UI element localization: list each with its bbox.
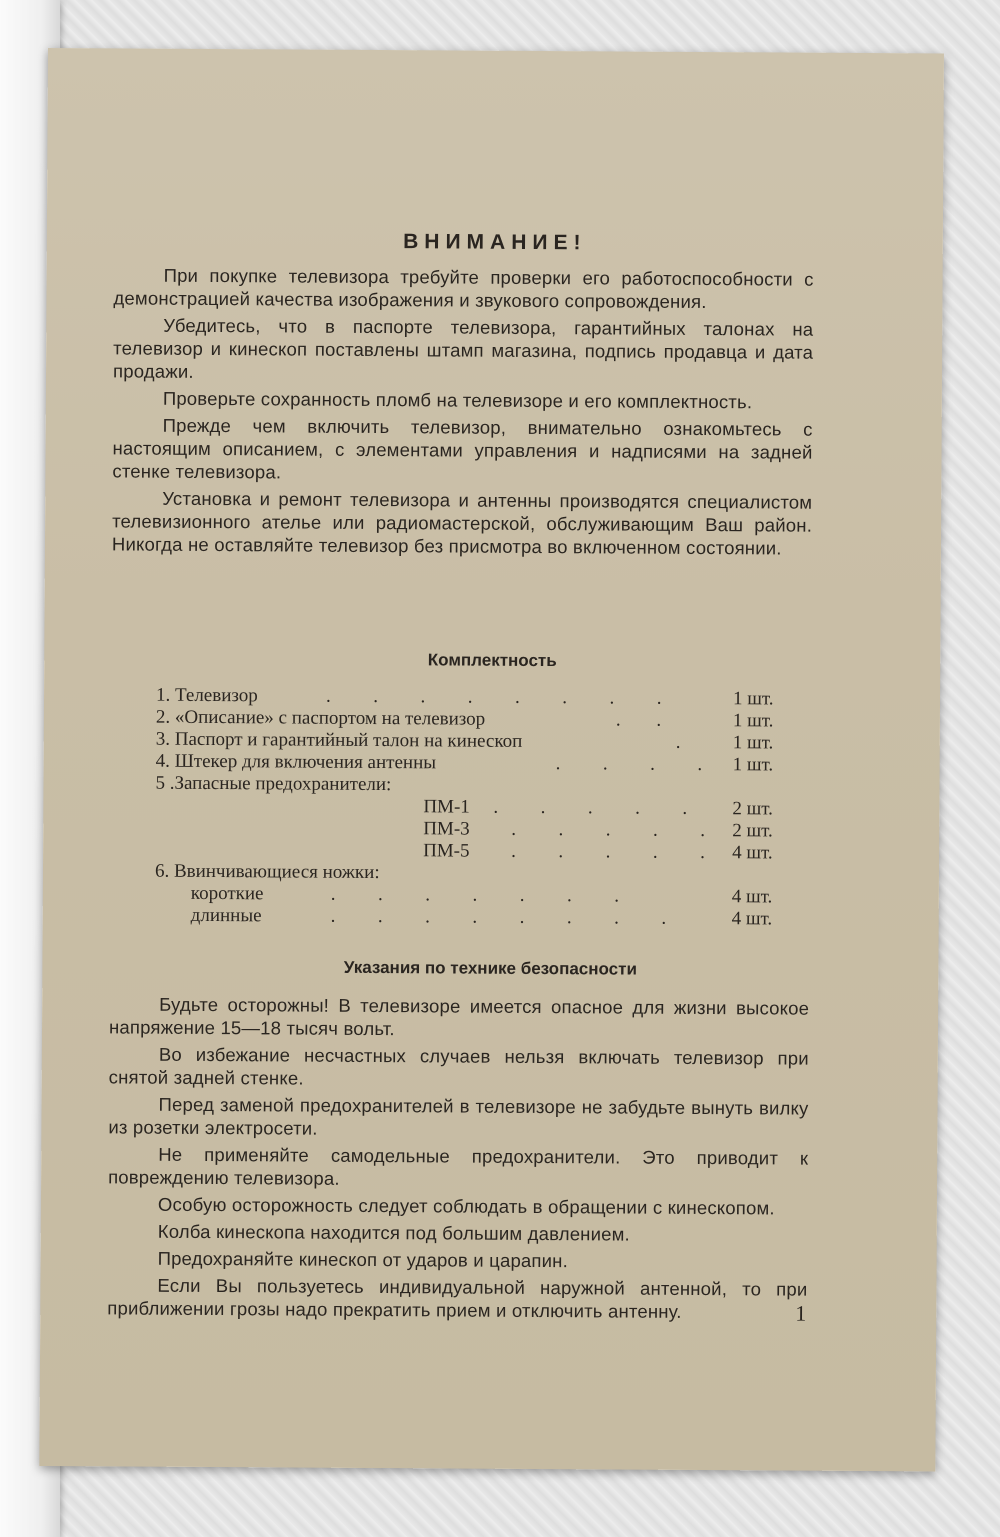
kit-item-label: короткие [190, 882, 264, 905]
document-page [39, 48, 944, 1471]
kit-item-label: ПМ-1 [423, 796, 470, 818]
leader-dots: . . . . . [511, 840, 707, 864]
leader-dots: . . . . . . . [330, 883, 622, 907]
attention-paragraph: Убедитесь, что в паспорте телевизора, гарантийных талонах на телевизор и кинескоп поставлены штамп магазина, подпись продавца и дата продажи. [112, 314, 814, 382]
safety-paragraph: Если Вы пользуетесь индивидуальной наружной антенной, то при приближении грозы надо прекратить прием и отключить антенну. [107, 1274, 808, 1322]
safety-heading: Указания по технике безопасности [343, 957, 638, 979]
attention-paragraph: При покупке телевизора требуйте проверки его работоспособности с демонстрацией качества изображения и звукового сопровождения. [113, 264, 814, 313]
kit-item-label: 2. «Описание» с паспортом на телевизор [155, 706, 486, 730]
safety-section [107, 992, 809, 1327]
kit-item-label: 5 .Запасные предохранители: [155, 772, 392, 796]
kit-item-qty: 1 шт. [732, 688, 774, 710]
leader-dots: . [675, 731, 683, 753]
safety-paragraph: Перед заменой предохранителей в телевизоре не забудьте вынуть вилку из розетки электросети. [108, 1093, 809, 1139]
safety-paragraph: Будьте осторожны! В телевизоре имеется опасное для жизни высокое напряжение 15—18 тысяч вольт. [108, 993, 810, 1040]
kit-item-qty: 4 шт. [732, 842, 773, 864]
safety-paragraph: Предохраняйте кинескоп от ударов и царапин. [157, 1247, 569, 1272]
attention-section [112, 263, 814, 563]
kit-item-qty: 2 шт. [732, 798, 773, 820]
leader-dots: . . . . . [493, 796, 690, 819]
kit-item-qty: 4 шт. [731, 908, 773, 930]
leader-dots: . . . . . . . . [330, 905, 669, 929]
kit-item-label: ПМ-3 [423, 818, 470, 840]
leader-dots: . . . . . . . . [325, 685, 664, 709]
kit-item-qty: 1 шт. [732, 710, 774, 732]
safety-paragraph: Во избежание несчастных случаев нельзя включать телевизор при снятой задней стенке. [108, 1043, 809, 1089]
attention-paragraph: Установка и ремонт телевизора и антенны производятся специалистом телевизионного ателье или радиомастерской, обслуживающим Ваш район. Никогда не оставляйте телевизор без присмотра во включенном состоянии. [111, 487, 813, 559]
kit-item-label: длинные [190, 904, 262, 927]
kit-item-label: 1. Телевизор [155, 684, 258, 707]
kit-item-qty: 1 шт. [732, 754, 774, 776]
kit-item-label: 6. Ввинчивающиеся ножки: [154, 860, 380, 884]
kit-item-qty: 1 шт. [732, 732, 774, 754]
attention-paragraph: Проверьте сохранность пломб на телевизоре и его комплектность. [162, 387, 753, 413]
kit-heading: Комплектность [427, 650, 557, 671]
kit-item-qty: 2 шт. [732, 820, 773, 842]
safety-paragraph: Особую осторожность следует соблюдать в обращении с кинескопом. [157, 1193, 775, 1219]
attention-heading: ВНИМАНИЕ! [403, 230, 587, 255]
safety-paragraph: Не применяйте самодельные предохранители. Это приводит к повреждению телевизора. [108, 1143, 809, 1189]
safety-paragraph: Колба кинескопа находится под большим давлением. [157, 1220, 630, 1245]
kit-item-qty: 4 шт. [731, 886, 773, 908]
kit-item-label: 3. Паспорт и гарантийный талон на кинескоп [155, 728, 523, 752]
leader-dots: . . . . [555, 753, 705, 776]
page-number: 1 [795, 1300, 807, 1326]
leader-dots: . . [615, 709, 664, 731]
kit-item-label: 4. Штекер для включения антенны [155, 750, 437, 774]
attention-paragraph: Прежде чем включить телевизор, внимательно ознакомьтесь с настоящим описанием, с элементами управления и надписями на задней стенке телевизора. [112, 414, 813, 483]
kit-item-label: ПМ-5 [423, 840, 470, 862]
leader-dots: . . . . . [511, 818, 708, 842]
